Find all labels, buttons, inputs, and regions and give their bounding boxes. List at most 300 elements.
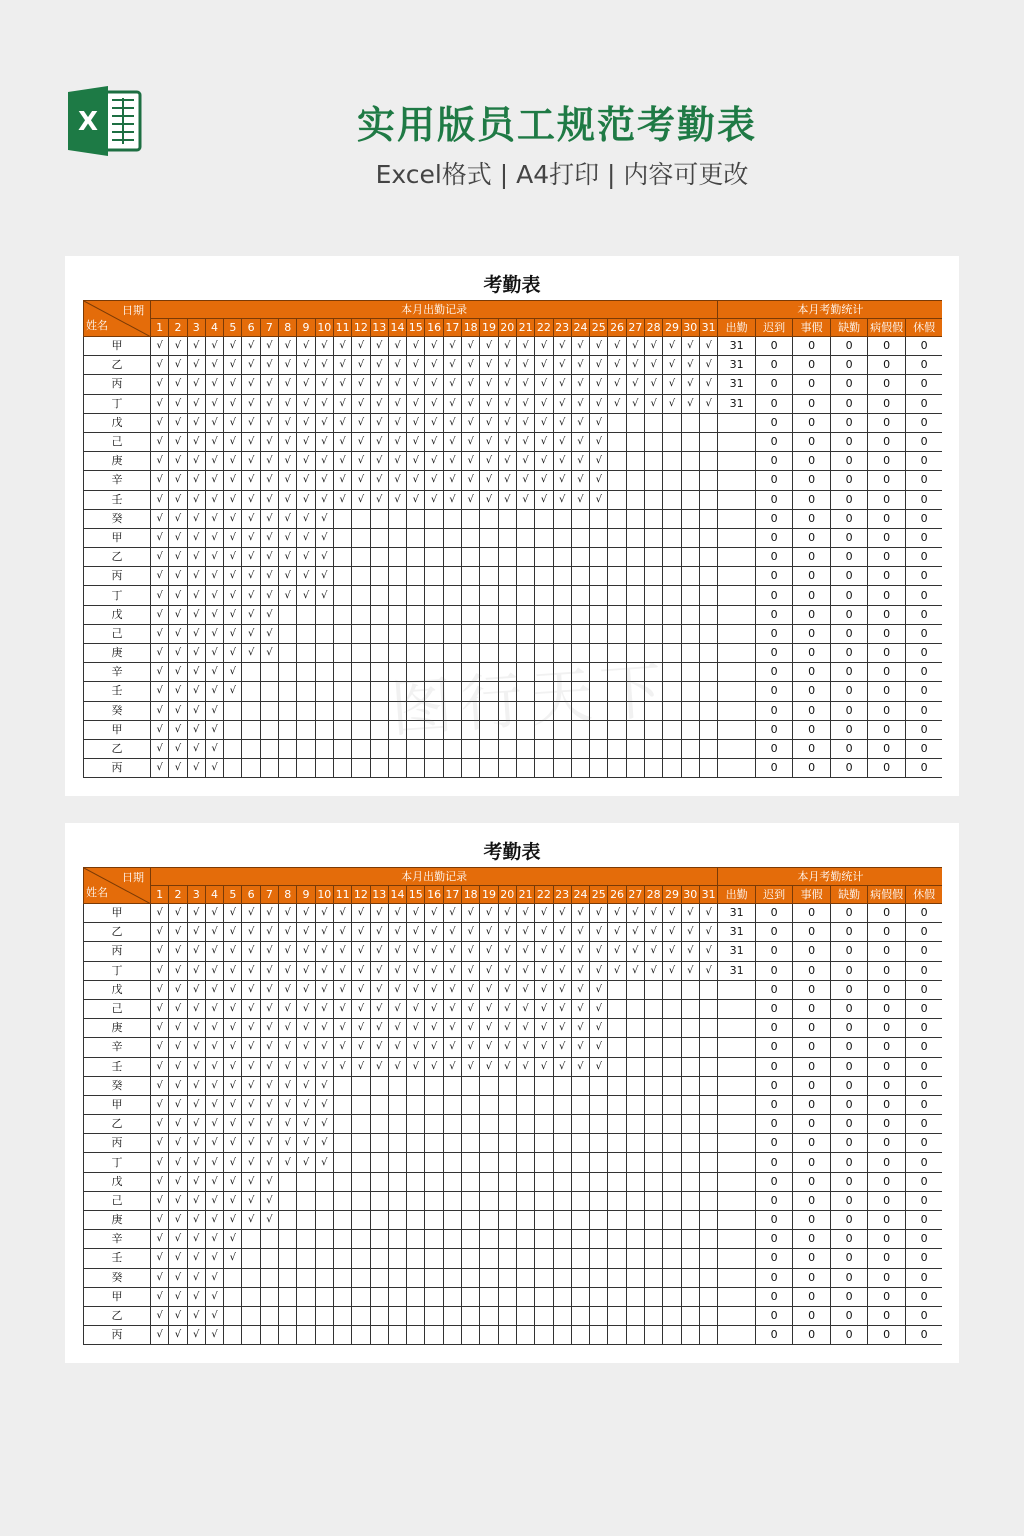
attendance-cell[interactable] bbox=[590, 1095, 608, 1114]
employee-name[interactable]: 庚 bbox=[84, 644, 151, 663]
attendance-cell[interactable] bbox=[333, 1153, 351, 1172]
attendance-cell[interactable] bbox=[388, 1115, 406, 1134]
stat-cell-personal[interactable]: 0 bbox=[793, 682, 831, 701]
attendance-cell[interactable]: √ bbox=[535, 1019, 553, 1038]
attendance-cell[interactable] bbox=[462, 682, 480, 701]
attendance-cell[interactable]: √ bbox=[279, 375, 297, 394]
attendance-cell[interactable] bbox=[407, 1115, 425, 1134]
attendance-cell[interactable] bbox=[407, 605, 425, 624]
attendance-cell[interactable]: √ bbox=[370, 356, 388, 375]
attendance-cell[interactable] bbox=[279, 759, 297, 778]
attendance-cell[interactable]: √ bbox=[571, 490, 589, 509]
attendance-cell[interactable] bbox=[480, 663, 498, 682]
attendance-cell[interactable]: √ bbox=[407, 961, 425, 980]
attendance-cell[interactable]: √ bbox=[681, 375, 699, 394]
attendance-cell[interactable]: √ bbox=[407, 356, 425, 375]
attendance-cell[interactable]: √ bbox=[407, 452, 425, 471]
stat-cell-attend[interactable] bbox=[718, 759, 756, 778]
attendance-cell[interactable] bbox=[535, 1230, 553, 1249]
attendance-cell[interactable]: √ bbox=[498, 490, 516, 509]
attendance-cell[interactable]: √ bbox=[590, 904, 608, 923]
attendance-cell[interactable]: √ bbox=[535, 413, 553, 432]
attendance-cell[interactable] bbox=[260, 1249, 278, 1268]
stat-cell-personal[interactable]: 0 bbox=[793, 605, 831, 624]
attendance-cell[interactable]: √ bbox=[151, 1153, 169, 1172]
stat-cell-rest[interactable]: 0 bbox=[905, 356, 942, 375]
attendance-cell[interactable] bbox=[608, 548, 626, 567]
attendance-cell[interactable]: √ bbox=[242, 394, 260, 413]
attendance-cell[interactable]: √ bbox=[151, 1326, 169, 1345]
attendance-cell[interactable] bbox=[333, 548, 351, 567]
attendance-cell[interactable] bbox=[480, 1230, 498, 1249]
attendance-cell[interactable]: √ bbox=[260, 490, 278, 509]
attendance-cell[interactable] bbox=[462, 759, 480, 778]
attendance-cell[interactable] bbox=[663, 682, 681, 701]
attendance-cell[interactable] bbox=[626, 1287, 644, 1306]
attendance-cell[interactable] bbox=[498, 1268, 516, 1287]
attendance-cell[interactable]: √ bbox=[699, 923, 717, 942]
attendance-cell[interactable] bbox=[297, 1249, 315, 1268]
attendance-cell[interactable]: √ bbox=[187, 999, 205, 1018]
attendance-cell[interactable] bbox=[260, 739, 278, 758]
stat-cell-attend[interactable] bbox=[718, 567, 756, 586]
attendance-cell[interactable] bbox=[608, 1134, 626, 1153]
attendance-cell[interactable] bbox=[279, 1230, 297, 1249]
attendance-cell[interactable] bbox=[315, 1172, 333, 1191]
attendance-cell[interactable]: √ bbox=[590, 471, 608, 490]
attendance-cell[interactable]: √ bbox=[187, 1326, 205, 1345]
attendance-cell[interactable]: √ bbox=[681, 337, 699, 356]
employee-name[interactable]: 乙 bbox=[84, 1115, 151, 1134]
attendance-cell[interactable]: √ bbox=[590, 961, 608, 980]
attendance-cell[interactable] bbox=[681, 548, 699, 567]
attendance-cell[interactable] bbox=[352, 1249, 370, 1268]
stat-cell-personal[interactable]: 0 bbox=[793, 1306, 831, 1325]
attendance-cell[interactable]: √ bbox=[608, 942, 626, 961]
attendance-cell[interactable]: √ bbox=[443, 1038, 461, 1057]
attendance-cell[interactable] bbox=[645, 1019, 663, 1038]
attendance-cell[interactable]: √ bbox=[297, 1076, 315, 1095]
attendance-cell[interactable]: √ bbox=[370, 471, 388, 490]
attendance-cell[interactable]: √ bbox=[333, 432, 351, 451]
attendance-cell[interactable] bbox=[645, 548, 663, 567]
attendance-cell[interactable]: √ bbox=[187, 739, 205, 758]
stat-cell-absent[interactable]: 0 bbox=[830, 1230, 868, 1249]
attendance-cell[interactable] bbox=[480, 528, 498, 547]
stat-cell-sick[interactable]: 0 bbox=[868, 980, 906, 999]
attendance-cell[interactable] bbox=[645, 1287, 663, 1306]
stat-cell-sick[interactable]: 0 bbox=[868, 375, 906, 394]
attendance-cell[interactable]: √ bbox=[224, 644, 242, 663]
stat-cell-rest[interactable]: 0 bbox=[905, 1191, 942, 1210]
stat-cell-personal[interactable]: 0 bbox=[793, 999, 831, 1018]
attendance-cell[interactable]: √ bbox=[297, 413, 315, 432]
attendance-cell[interactable] bbox=[645, 452, 663, 471]
attendance-cell[interactable] bbox=[462, 701, 480, 720]
stat-cell-late[interactable]: 0 bbox=[755, 923, 793, 942]
attendance-cell[interactable] bbox=[480, 1153, 498, 1172]
attendance-cell[interactable] bbox=[388, 1172, 406, 1191]
attendance-cell[interactable]: √ bbox=[425, 432, 443, 451]
attendance-cell[interactable] bbox=[535, 720, 553, 739]
attendance-cell[interactable]: √ bbox=[224, 375, 242, 394]
attendance-cell[interactable] bbox=[388, 1211, 406, 1230]
attendance-cell[interactable]: √ bbox=[169, 394, 187, 413]
stat-cell-personal[interactable]: 0 bbox=[793, 1211, 831, 1230]
stat-cell-personal[interactable]: 0 bbox=[793, 759, 831, 778]
attendance-cell[interactable]: √ bbox=[260, 375, 278, 394]
stat-cell-sick[interactable]: 0 bbox=[868, 1076, 906, 1095]
attendance-cell[interactable]: √ bbox=[297, 567, 315, 586]
stat-cell-absent[interactable]: 0 bbox=[830, 923, 868, 942]
stat-cell-absent[interactable]: 0 bbox=[830, 337, 868, 356]
attendance-cell[interactable] bbox=[590, 1172, 608, 1191]
attendance-cell[interactable] bbox=[571, 1268, 589, 1287]
attendance-cell[interactable]: √ bbox=[699, 356, 717, 375]
attendance-cell[interactable]: √ bbox=[407, 1057, 425, 1076]
stat-cell-absent[interactable]: 0 bbox=[830, 490, 868, 509]
attendance-cell[interactable] bbox=[626, 452, 644, 471]
stat-cell-attend[interactable]: 31 bbox=[718, 942, 756, 961]
attendance-cell[interactable] bbox=[553, 1249, 571, 1268]
attendance-cell[interactable]: √ bbox=[279, 1115, 297, 1134]
stat-cell-absent[interactable]: 0 bbox=[830, 413, 868, 432]
attendance-cell[interactable] bbox=[699, 1076, 717, 1095]
stat-cell-personal[interactable]: 0 bbox=[793, 356, 831, 375]
attendance-cell[interactable] bbox=[681, 663, 699, 682]
attendance-cell[interactable]: √ bbox=[169, 624, 187, 643]
attendance-cell[interactable] bbox=[681, 1249, 699, 1268]
attendance-cell[interactable]: √ bbox=[315, 586, 333, 605]
attendance-cell[interactable] bbox=[663, 1057, 681, 1076]
stat-cell-attend[interactable]: 31 bbox=[718, 375, 756, 394]
attendance-cell[interactable] bbox=[699, 1057, 717, 1076]
stat-cell-absent[interactable]: 0 bbox=[830, 1326, 868, 1345]
attendance-cell[interactable]: √ bbox=[151, 1172, 169, 1191]
attendance-cell[interactable]: √ bbox=[205, 739, 223, 758]
attendance-cell[interactable]: √ bbox=[242, 413, 260, 432]
attendance-cell[interactable]: √ bbox=[151, 528, 169, 547]
attendance-cell[interactable] bbox=[663, 663, 681, 682]
attendance-cell[interactable]: √ bbox=[169, 1191, 187, 1210]
attendance-cell[interactable]: √ bbox=[498, 904, 516, 923]
stat-cell-attend[interactable] bbox=[718, 1249, 756, 1268]
attendance-cell[interactable] bbox=[535, 1306, 553, 1325]
attendance-cell[interactable] bbox=[315, 605, 333, 624]
attendance-cell[interactable] bbox=[333, 1249, 351, 1268]
attendance-cell[interactable]: √ bbox=[388, 452, 406, 471]
attendance-cell[interactable]: √ bbox=[260, 528, 278, 547]
attendance-cell[interactable] bbox=[297, 605, 315, 624]
stat-cell-attend[interactable] bbox=[718, 1057, 756, 1076]
stat-cell-personal[interactable]: 0 bbox=[793, 509, 831, 528]
attendance-cell[interactable] bbox=[553, 624, 571, 643]
attendance-cell[interactable] bbox=[590, 663, 608, 682]
attendance-cell[interactable]: √ bbox=[242, 999, 260, 1018]
attendance-cell[interactable] bbox=[224, 720, 242, 739]
attendance-cell[interactable] bbox=[388, 1191, 406, 1210]
attendance-cell[interactable]: √ bbox=[169, 1268, 187, 1287]
attendance-cell[interactable] bbox=[626, 1249, 644, 1268]
attendance-cell[interactable]: √ bbox=[498, 337, 516, 356]
attendance-cell[interactable] bbox=[626, 682, 644, 701]
attendance-cell[interactable]: √ bbox=[151, 1019, 169, 1038]
attendance-cell[interactable] bbox=[626, 605, 644, 624]
attendance-cell[interactable]: √ bbox=[498, 394, 516, 413]
stat-cell-absent[interactable]: 0 bbox=[830, 1249, 868, 1268]
attendance-cell[interactable]: √ bbox=[370, 490, 388, 509]
stat-cell-attend[interactable] bbox=[718, 586, 756, 605]
attendance-cell[interactable] bbox=[443, 528, 461, 547]
attendance-cell[interactable]: √ bbox=[151, 356, 169, 375]
stat-cell-absent[interactable]: 0 bbox=[830, 1095, 868, 1114]
attendance-cell[interactable]: √ bbox=[205, 471, 223, 490]
attendance-cell[interactable] bbox=[462, 1306, 480, 1325]
attendance-cell[interactable]: √ bbox=[462, 980, 480, 999]
attendance-cell[interactable]: √ bbox=[169, 1153, 187, 1172]
stat-cell-personal[interactable]: 0 bbox=[793, 1153, 831, 1172]
attendance-cell[interactable]: √ bbox=[205, 1172, 223, 1191]
employee-name[interactable]: 己 bbox=[84, 432, 151, 451]
attendance-cell[interactable] bbox=[608, 1326, 626, 1345]
attendance-cell[interactable]: √ bbox=[151, 548, 169, 567]
attendance-cell[interactable]: √ bbox=[388, 356, 406, 375]
attendance-cell[interactable]: √ bbox=[205, 961, 223, 980]
attendance-cell[interactable] bbox=[516, 1211, 534, 1230]
attendance-cell[interactable] bbox=[516, 1134, 534, 1153]
attendance-cell[interactable] bbox=[626, 1211, 644, 1230]
stat-cell-sick[interactable]: 0 bbox=[868, 1230, 906, 1249]
attendance-cell[interactable]: √ bbox=[571, 356, 589, 375]
stat-cell-rest[interactable]: 0 bbox=[905, 904, 942, 923]
attendance-cell[interactable]: √ bbox=[498, 356, 516, 375]
attendance-cell[interactable]: √ bbox=[224, 567, 242, 586]
attendance-cell[interactable] bbox=[480, 586, 498, 605]
attendance-cell[interactable]: √ bbox=[205, 1191, 223, 1210]
stat-cell-sick[interactable]: 0 bbox=[868, 720, 906, 739]
attendance-cell[interactable]: √ bbox=[151, 961, 169, 980]
attendance-cell[interactable]: √ bbox=[205, 1095, 223, 1114]
attendance-cell[interactable]: √ bbox=[571, 980, 589, 999]
stat-cell-rest[interactable]: 0 bbox=[905, 739, 942, 758]
attendance-cell[interactable] bbox=[681, 605, 699, 624]
attendance-cell[interactable] bbox=[626, 644, 644, 663]
attendance-cell[interactable]: √ bbox=[370, 452, 388, 471]
attendance-cell[interactable] bbox=[608, 509, 626, 528]
attendance-cell[interactable]: √ bbox=[498, 452, 516, 471]
attendance-cell[interactable] bbox=[260, 1306, 278, 1325]
attendance-cell[interactable] bbox=[699, 720, 717, 739]
stat-cell-late[interactable]: 0 bbox=[755, 1057, 793, 1076]
attendance-cell[interactable]: √ bbox=[260, 942, 278, 961]
attendance-cell[interactable]: √ bbox=[187, 1095, 205, 1114]
attendance-cell[interactable]: √ bbox=[388, 471, 406, 490]
attendance-cell[interactable] bbox=[571, 605, 589, 624]
attendance-cell[interactable]: √ bbox=[535, 904, 553, 923]
stat-cell-absent[interactable]: 0 bbox=[830, 375, 868, 394]
attendance-cell[interactable] bbox=[352, 739, 370, 758]
attendance-cell[interactable]: √ bbox=[205, 337, 223, 356]
attendance-cell[interactable] bbox=[553, 1306, 571, 1325]
attendance-cell[interactable]: √ bbox=[608, 356, 626, 375]
attendance-cell[interactable] bbox=[681, 624, 699, 643]
attendance-cell[interactable] bbox=[370, 528, 388, 547]
attendance-cell[interactable]: √ bbox=[187, 1134, 205, 1153]
attendance-cell[interactable]: √ bbox=[370, 413, 388, 432]
attendance-cell[interactable]: √ bbox=[151, 413, 169, 432]
stat-cell-attend[interactable] bbox=[718, 663, 756, 682]
attendance-cell[interactable] bbox=[516, 663, 534, 682]
stat-cell-rest[interactable]: 0 bbox=[905, 528, 942, 547]
stat-cell-absent[interactable]: 0 bbox=[830, 567, 868, 586]
attendance-cell[interactable] bbox=[352, 701, 370, 720]
attendance-cell[interactable] bbox=[645, 1191, 663, 1210]
attendance-cell[interactable]: √ bbox=[516, 980, 534, 999]
attendance-cell[interactable] bbox=[443, 1153, 461, 1172]
attendance-cell[interactable] bbox=[516, 701, 534, 720]
attendance-cell[interactable] bbox=[571, 1153, 589, 1172]
attendance-cell[interactable] bbox=[407, 1249, 425, 1268]
attendance-cell[interactable]: √ bbox=[480, 1038, 498, 1057]
attendance-cell[interactable] bbox=[333, 1230, 351, 1249]
attendance-cell[interactable] bbox=[626, 701, 644, 720]
attendance-cell[interactable]: √ bbox=[535, 961, 553, 980]
attendance-cell[interactable]: √ bbox=[535, 1038, 553, 1057]
attendance-cell[interactable]: √ bbox=[480, 337, 498, 356]
attendance-cell[interactable]: √ bbox=[260, 1076, 278, 1095]
stat-cell-late[interactable]: 0 bbox=[755, 1249, 793, 1268]
attendance-cell[interactable] bbox=[663, 999, 681, 1018]
attendance-cell[interactable] bbox=[242, 1249, 260, 1268]
stat-cell-absent[interactable]: 0 bbox=[830, 432, 868, 451]
attendance-cell[interactable]: √ bbox=[407, 471, 425, 490]
stat-cell-personal[interactable]: 0 bbox=[793, 375, 831, 394]
attendance-cell[interactable] bbox=[443, 1115, 461, 1134]
attendance-cell[interactable] bbox=[681, 1057, 699, 1076]
attendance-cell[interactable] bbox=[260, 682, 278, 701]
attendance-cell[interactable] bbox=[645, 490, 663, 509]
attendance-cell[interactable] bbox=[663, 586, 681, 605]
attendance-cell[interactable] bbox=[608, 1057, 626, 1076]
attendance-cell[interactable] bbox=[645, 1249, 663, 1268]
attendance-cell[interactable]: √ bbox=[388, 375, 406, 394]
attendance-cell[interactable]: √ bbox=[205, 432, 223, 451]
attendance-cell[interactable]: √ bbox=[571, 999, 589, 1018]
stat-cell-personal[interactable]: 0 bbox=[793, 624, 831, 643]
attendance-cell[interactable]: √ bbox=[260, 644, 278, 663]
attendance-cell[interactable]: √ bbox=[187, 337, 205, 356]
stat-cell-personal[interactable]: 0 bbox=[793, 720, 831, 739]
attendance-cell[interactable] bbox=[535, 701, 553, 720]
attendance-cell[interactable] bbox=[370, 720, 388, 739]
attendance-cell[interactable]: √ bbox=[205, 605, 223, 624]
attendance-cell[interactable] bbox=[333, 1306, 351, 1325]
attendance-cell[interactable] bbox=[681, 1172, 699, 1191]
stat-cell-personal[interactable]: 0 bbox=[793, 528, 831, 547]
attendance-cell[interactable]: √ bbox=[279, 999, 297, 1018]
attendance-cell[interactable]: √ bbox=[151, 490, 169, 509]
attendance-cell[interactable]: √ bbox=[443, 432, 461, 451]
attendance-cell[interactable]: √ bbox=[205, 528, 223, 547]
stat-cell-absent[interactable]: 0 bbox=[830, 1211, 868, 1230]
attendance-cell[interactable] bbox=[516, 586, 534, 605]
attendance-cell[interactable] bbox=[297, 739, 315, 758]
stat-cell-absent[interactable]: 0 bbox=[830, 356, 868, 375]
attendance-cell[interactable]: √ bbox=[370, 923, 388, 942]
attendance-cell[interactable] bbox=[626, 759, 644, 778]
attendance-cell[interactable] bbox=[645, 1172, 663, 1191]
stat-cell-late[interactable]: 0 bbox=[755, 904, 793, 923]
attendance-cell[interactable] bbox=[681, 1326, 699, 1345]
attendance-cell[interactable]: √ bbox=[626, 923, 644, 942]
attendance-cell[interactable] bbox=[626, 720, 644, 739]
attendance-cell[interactable]: √ bbox=[187, 682, 205, 701]
attendance-cell[interactable]: √ bbox=[169, 1172, 187, 1191]
attendance-cell[interactable] bbox=[535, 1134, 553, 1153]
attendance-cell[interactable] bbox=[590, 644, 608, 663]
attendance-cell[interactable]: √ bbox=[626, 961, 644, 980]
attendance-cell[interactable] bbox=[498, 1287, 516, 1306]
attendance-cell[interactable] bbox=[663, 1153, 681, 1172]
attendance-cell[interactable] bbox=[297, 624, 315, 643]
attendance-cell[interactable]: √ bbox=[626, 337, 644, 356]
attendance-cell[interactable] bbox=[498, 1095, 516, 1114]
stat-cell-attend[interactable] bbox=[718, 1076, 756, 1095]
attendance-cell[interactable] bbox=[681, 1230, 699, 1249]
attendance-cell[interactable]: √ bbox=[535, 490, 553, 509]
stat-cell-rest[interactable]: 0 bbox=[905, 999, 942, 1018]
attendance-cell[interactable]: √ bbox=[388, 999, 406, 1018]
attendance-cell[interactable]: √ bbox=[498, 1057, 516, 1076]
stat-cell-late[interactable]: 0 bbox=[755, 1115, 793, 1134]
attendance-cell[interactable] bbox=[407, 1268, 425, 1287]
attendance-cell[interactable] bbox=[370, 739, 388, 758]
attendance-cell[interactable] bbox=[498, 605, 516, 624]
attendance-cell[interactable]: √ bbox=[224, 1134, 242, 1153]
attendance-cell[interactable] bbox=[480, 605, 498, 624]
stat-cell-late[interactable]: 0 bbox=[755, 1095, 793, 1114]
attendance-cell[interactable] bbox=[224, 1306, 242, 1325]
attendance-cell[interactable] bbox=[590, 1230, 608, 1249]
attendance-cell[interactable] bbox=[352, 1268, 370, 1287]
attendance-cell[interactable]: √ bbox=[279, 509, 297, 528]
attendance-cell[interactable]: √ bbox=[425, 356, 443, 375]
attendance-cell[interactable]: √ bbox=[571, 1057, 589, 1076]
attendance-cell[interactable] bbox=[571, 739, 589, 758]
stat-cell-attend[interactable] bbox=[718, 644, 756, 663]
attendance-cell[interactable] bbox=[443, 1287, 461, 1306]
attendance-cell[interactable] bbox=[333, 1287, 351, 1306]
attendance-cell[interactable] bbox=[553, 605, 571, 624]
attendance-cell[interactable] bbox=[590, 605, 608, 624]
attendance-cell[interactable] bbox=[388, 548, 406, 567]
attendance-cell[interactable] bbox=[370, 701, 388, 720]
stat-cell-late[interactable]: 0 bbox=[755, 999, 793, 1018]
attendance-cell[interactable]: √ bbox=[297, 432, 315, 451]
stat-cell-sick[interactable]: 0 bbox=[868, 999, 906, 1018]
attendance-cell[interactable] bbox=[645, 413, 663, 432]
attendance-cell[interactable] bbox=[333, 567, 351, 586]
attendance-cell[interactable]: √ bbox=[224, 605, 242, 624]
stat-cell-personal[interactable]: 0 bbox=[793, 1249, 831, 1268]
attendance-cell[interactable] bbox=[370, 1172, 388, 1191]
attendance-cell[interactable] bbox=[498, 1076, 516, 1095]
attendance-cell[interactable]: √ bbox=[224, 980, 242, 999]
stat-cell-attend[interactable] bbox=[718, 999, 756, 1018]
attendance-cell[interactable] bbox=[626, 1134, 644, 1153]
stat-cell-attend[interactable]: 31 bbox=[718, 337, 756, 356]
attendance-cell[interactable]: √ bbox=[388, 1057, 406, 1076]
